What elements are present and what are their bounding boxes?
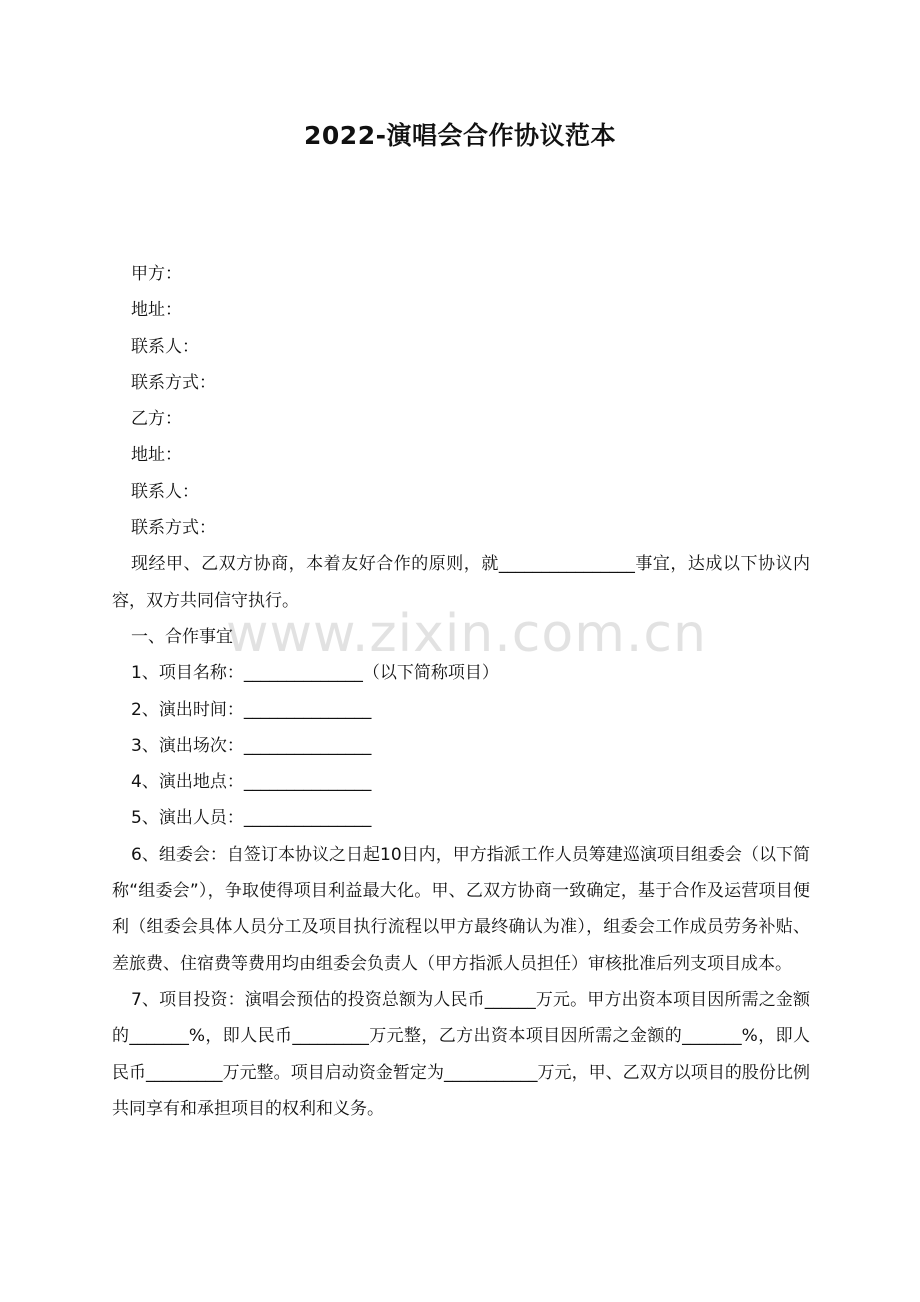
- item-committee-paragraph: 6、组委会：自签订本协议之日起10日内，甲方指派工作人员筹建巡演项目组委会（以下简称“组委会”），争取使得项目利益最大化。甲、乙双方协商一致确定，基于合作及运营项目便利（组委会具体人员分工及项目执行流程以甲方最终确认为准），组委会工作成员劳务补贴、差旅费、住宿费等费用均由组委会负责人（甲方指派人员担任）审核批准后列支项目成本。: [112, 844, 810, 974]
- party-a-contact-method-label: 联系方式：: [131, 372, 216, 393]
- item-performance-time: 2、演出时间：_______________: [131, 699, 372, 720]
- party-b-contact-method-label: 联系方式：: [131, 518, 216, 539]
- party-a-address-label: 地址：: [131, 300, 182, 321]
- intro-paragraph: 现经甲、乙双方协商，本着友好合作的原则，就________________事宜，达成以下协议内容，双方共同信守执行。: [112, 554, 810, 611]
- item-performance-venue: 4、演出地点：_______________: [131, 772, 372, 793]
- item-project-name: 1、项目名称：______________（以下简称项目）: [131, 663, 499, 684]
- party-a-label: 甲方：: [131, 264, 182, 284]
- item-investment-paragraph: 7、项目投资：演唱会预估的投资总额为人民币______万元。甲方出资本项目因所需之金额的_______%，即人民币_________万元整，乙方出资本项目因所需之金额的_______%，即人民币_________万元整。项目启动资金暂定为___________万元，甲、乙双方以项目的股份比例共同享有和承担项目的权利和义务。: [112, 989, 810, 1119]
- party-b-contact-label: 联系人：: [131, 481, 199, 502]
- document-title: 2022-演唱会合作协议范本: [304, 121, 616, 150]
- section-heading: 一、合作事宜: [131, 626, 233, 647]
- item-performers: 5、演出人员：_______________: [131, 808, 372, 829]
- watermark-text: www.zixin.com.cn: [226, 604, 707, 664]
- party-b-label: 乙方：: [131, 409, 182, 430]
- item-performance-count: 3、演出场次：_______________: [131, 735, 372, 756]
- document-body: [112, 256, 810, 1127]
- party-a-contact-label: 联系人：: [131, 336, 199, 357]
- party-b-address-label: 地址：: [131, 445, 182, 466]
